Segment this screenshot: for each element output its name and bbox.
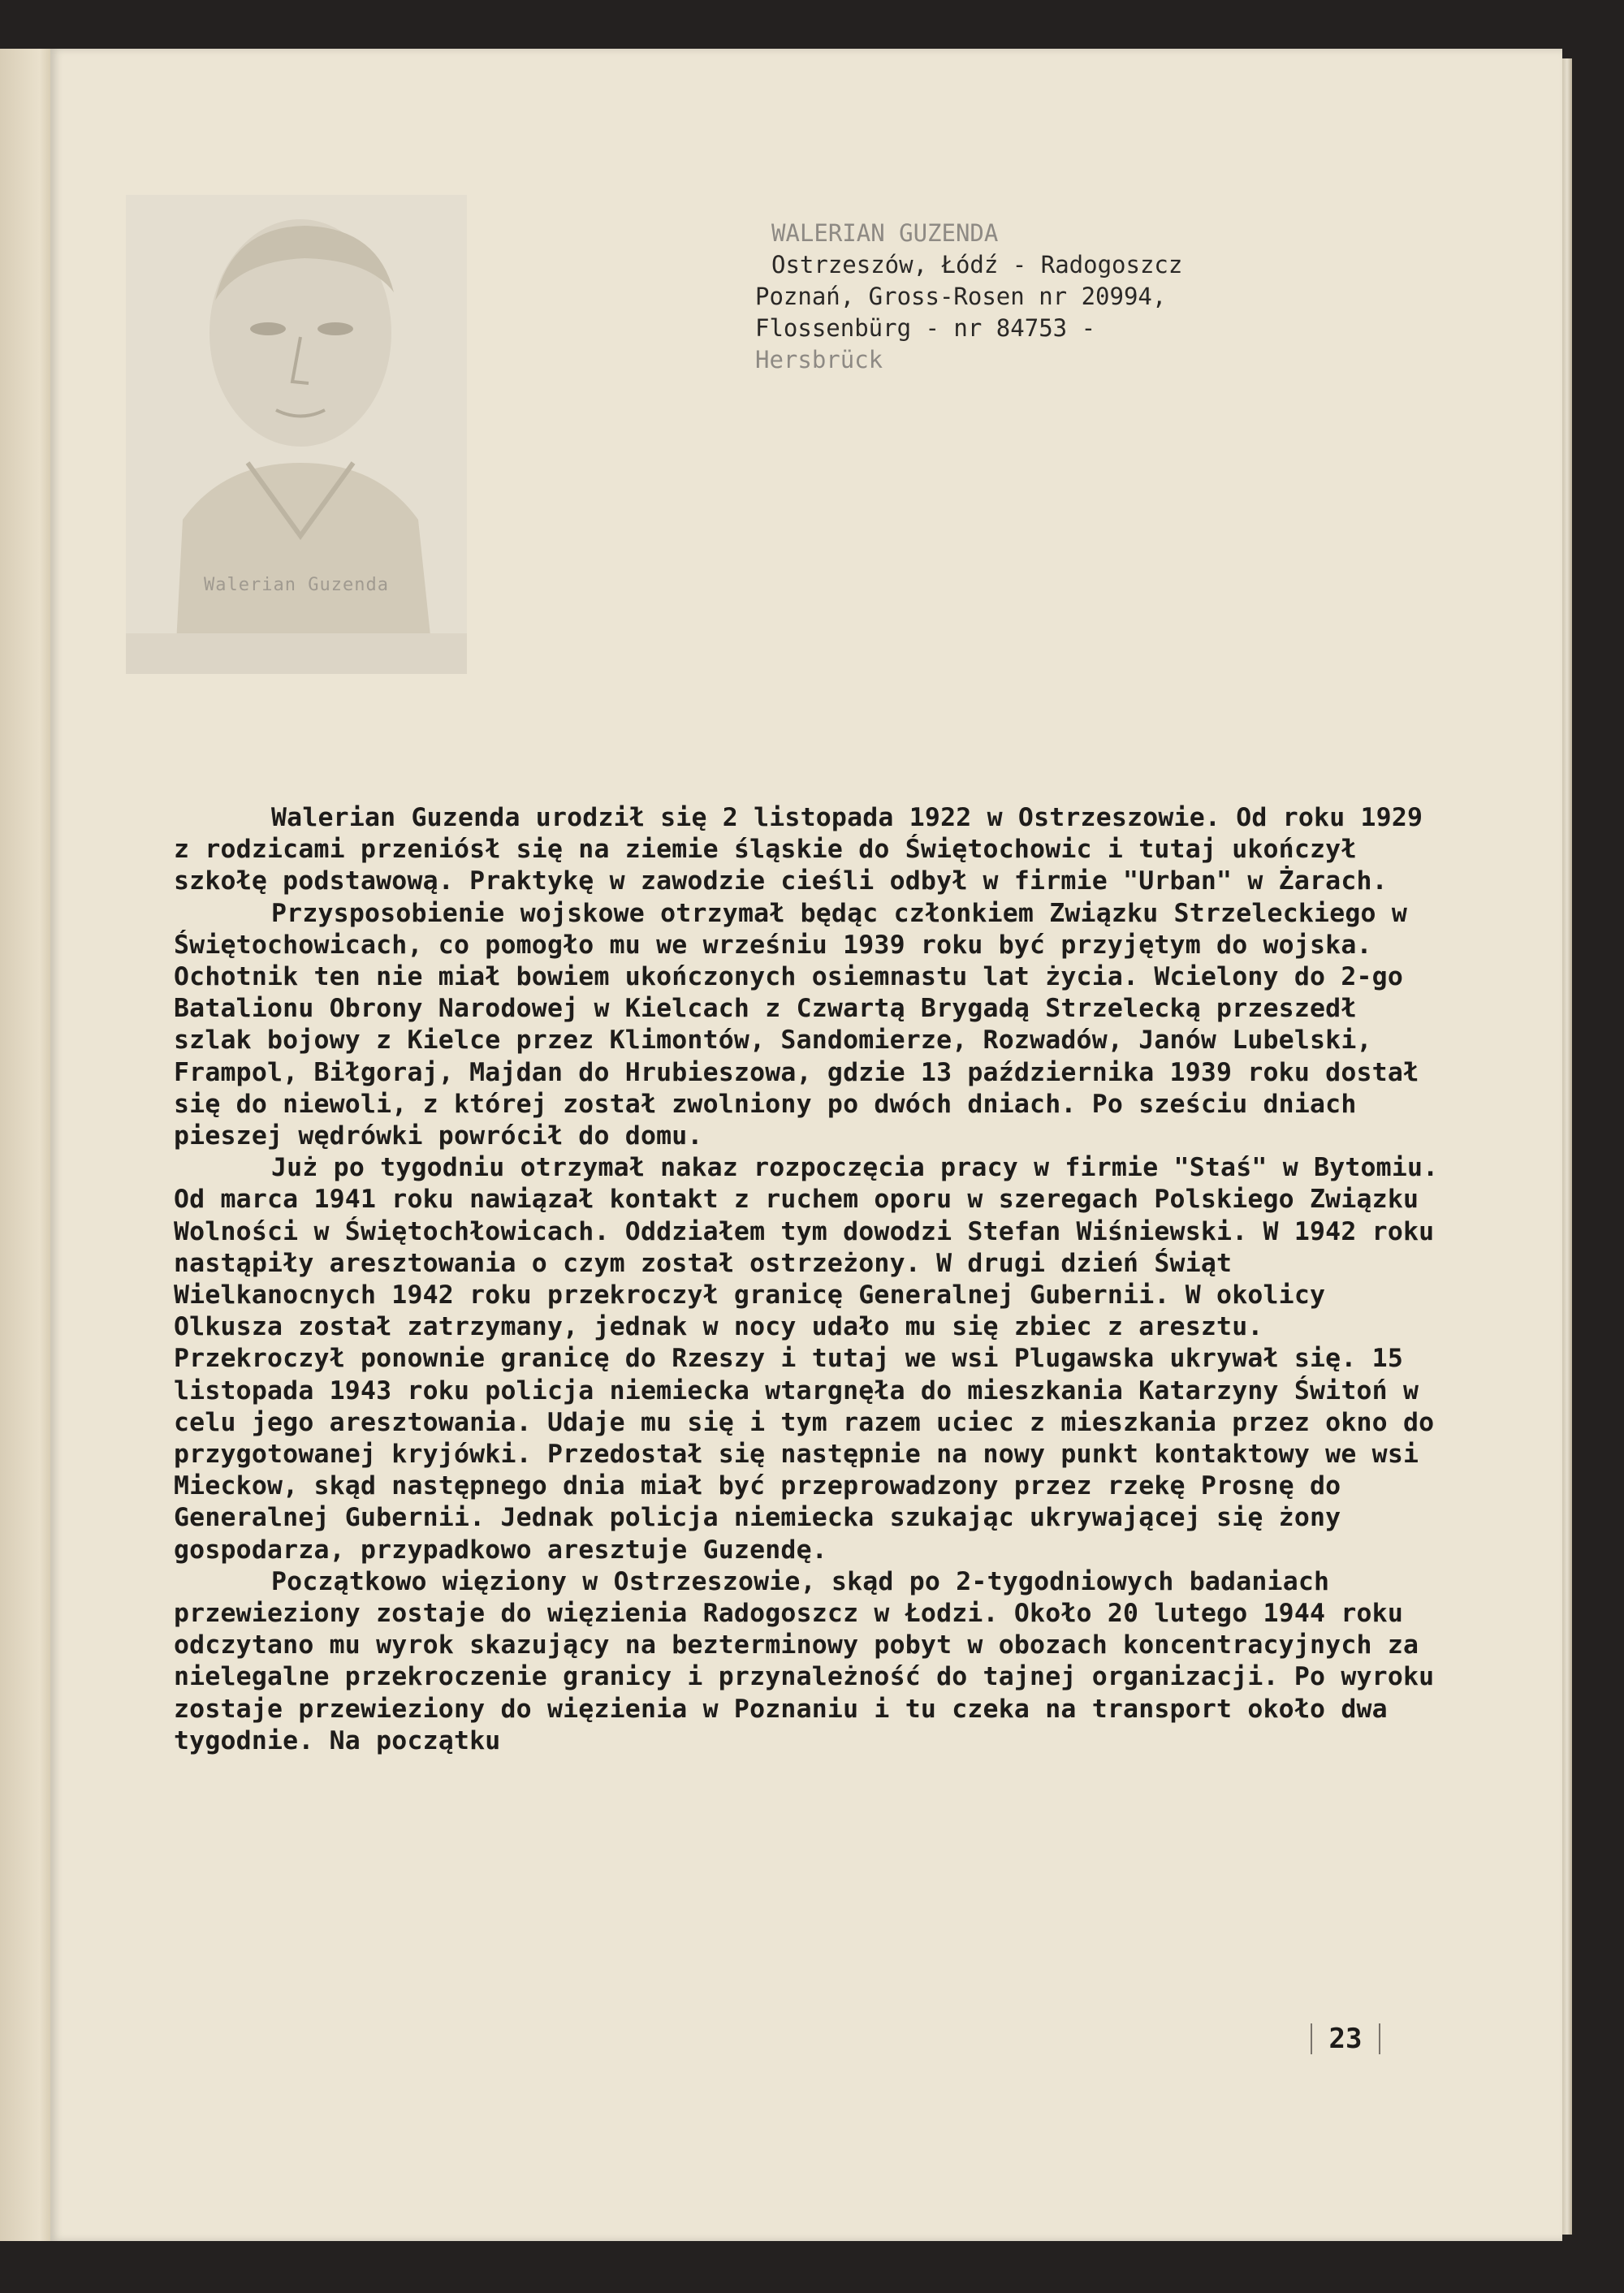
header-name: WALERIAN GUZENDA [771, 219, 999, 247]
facing-page-edge [0, 49, 57, 2241]
biography-header [755, 218, 1389, 376]
paragraph: Już po tygodniu otrzymał nakaz rozpoczęcia pracy w firmie "Staś" w Bytomiu. Od marca 1941 roku nawiązał kontakt z ruchem oporu w szeregach Polskiego Związku Wolności w Świętochłowicach. Oddziałem tym dowodzi Stefan Wiśniewski. W 1942 roku nastąpiły aresztowania o czym został ostrzeżony. W drugi dzień Świąt Wielkanocnych 1942 roku przekroczył granicę Generalnej Gubernii. W okolicy Olkusza został zatrzymany, jednak w nocy udało mu się zbiec z aresztu. Przekroczył ponownie granicę do Rzeszy i tutaj we wsi Plugawska ukrywał się. 15 listopada 1943 roku policja niemiecka wtargnęła do mieszkania Katarzyny Świtoń w celu jego aresztowania. Udaje mu się i tym razem uciec z mieszkania przez okno do przygotowanej kryjówki. Przedostał się następnie na nowy punkt kontaktowy we wsi Mieckow, skąd następnego dnia miał być przeprowadzony przez rzekę Prosnę do Generalnej Gubernii. Jednak policja niemiecka szukając ukrywającej się żony gospodarza, przypadkowo aresztuje Guzendę. [174, 1153, 1439, 1565]
photo-caption: Walerian Guzenda [204, 575, 389, 595]
paragraph: Walerian Guzenda urodził się 2 listopada 1922 w Ostrzeszowie. Od roku 1929 z rodzicami przeniósł się na ziemie śląskie do Świętochowic i tutaj ukończył szkołę podstawową. Praktykę w zawodzie cieśli odbył w firmie "Urban" w Żarach. [174, 803, 1423, 896]
header-places-2: Poznań, Gross-Rosen nr 20994, [755, 283, 1167, 310]
portrait-photo [126, 195, 467, 674]
portrait-figure [126, 195, 467, 674]
paragraph: Przysposobienie wojskowe otrzymał będąc członkiem Związku Strzeleckiego w Świętochowicach, co pomogło mu we wrześniu 1939 roku być przyjętym do wojska. Ochotnik ten nie miał bowiem ukończonych osiemnastu lat życia. Wcielony do 2-go Batalionu Obrony Narodowej w Kielcach z Czwartą Brygadą Strzelecką przeszedł szlak bojowy z Kielce przez Klimontów, Sandomierze, Rozwadów, Janów Lubelski, Frampol, Biłgoraj, Majdan do Hrubieszowa, gdzie 13 października 1939 roku dostał się do niewoli, z której został zwolniony po dwóch dniach. Po sześciu dniach pieszej wędrówki powrócił do domu. [174, 898, 1419, 1151]
page-stack-edge [1562, 58, 1572, 2235]
header-places-3: Flossenbürg - nr 84753 - [755, 314, 1096, 342]
biography-text [174, 802, 1440, 1757]
paragraph: Początkowo więziony w Ostrzeszowie, skąd po 2-tygodniowych badaniach przewieziony zostaje do więzienia Radogoszcz w Łodzi. Około 20 lutego 1944 roku odczytano mu wyrok skazujący na bezterminowy pobyt w obozach koncentracyjnych za nielegalne przekroczenie granicy i przynależność do tajnej organizacji. Po wyroku zostaje przewieziony do więzienia w Poznaniu i tu czeka na transport około dwa tygodnie. Na początku [174, 1566, 1435, 1755]
header-places-4: Hersbrück [755, 346, 883, 374]
page-number: 23 [1309, 2020, 1382, 2058]
header-places-1: Ostrzeszów, Łódź - Radogoszcz [771, 251, 1183, 279]
